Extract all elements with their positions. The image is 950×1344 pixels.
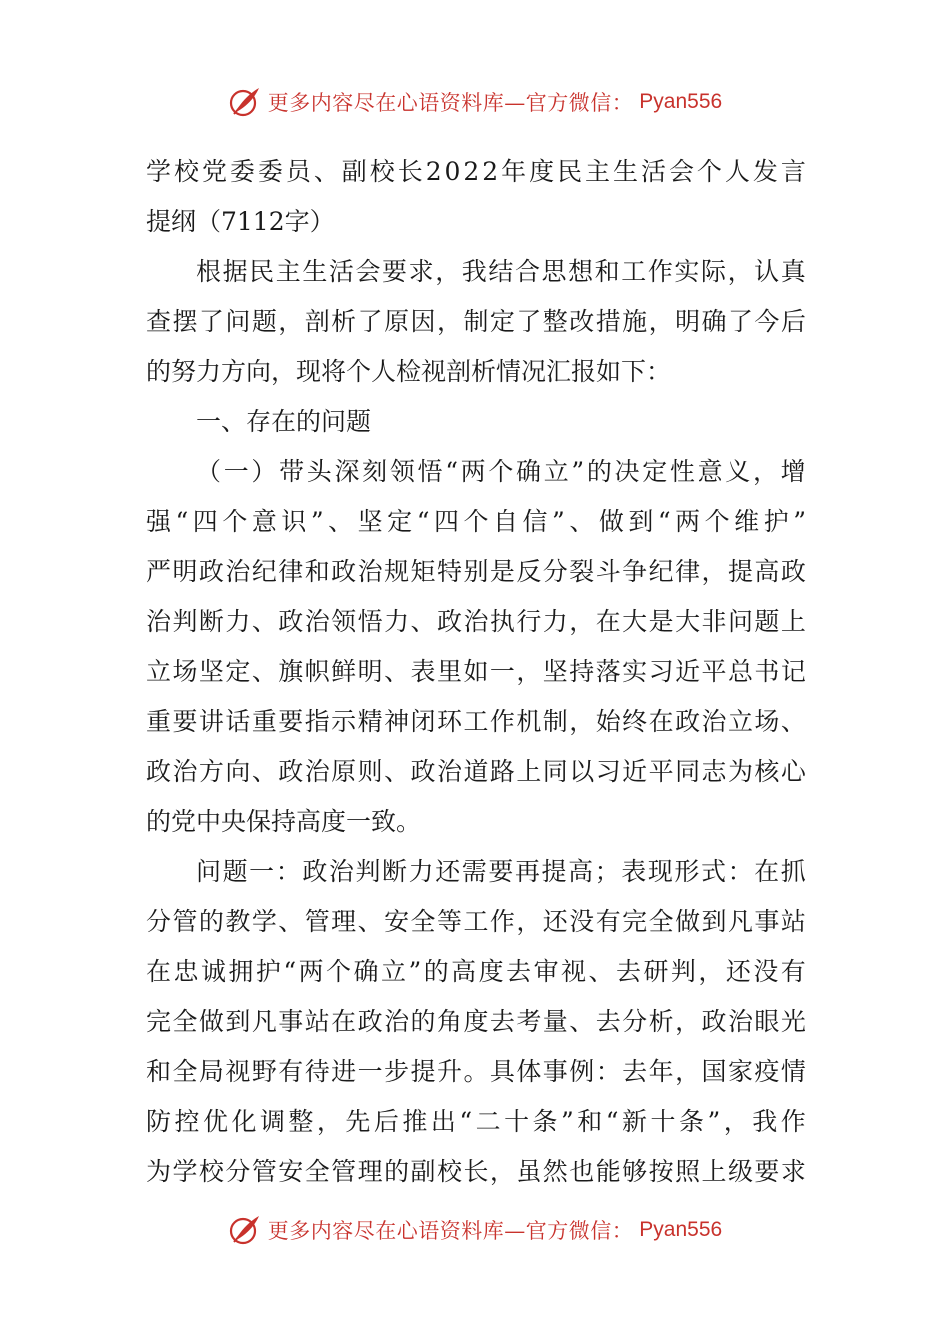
paragraph-line: 在 忠 诚 拥 护 “ 两 个 确 立 ” 的 高 度 去 审 视 、 去 研 判 ， 还 没 有	[146, 957, 806, 986]
section-heading: 一、存在的问题	[196, 407, 372, 436]
paragraph-line: （ 一 ） 带 头 深 刻 领 悟 “ 两 个 确 立 ” 的 决 定 性 意 义 ， 增	[196, 457, 806, 486]
paragraph-line: 和 全 局 视 野 有 待 进 一 步 提 升 。 具 体 事 例 ： 去 年 ， 国 家 疫 情	[146, 1057, 806, 1086]
paragraph-line: 的努力方向，现将个人检视剖析情况汇报如下：	[146, 357, 672, 386]
title-line-2: 提纲（7112字）	[146, 207, 335, 236]
document-body	[146, 147, 806, 1197]
paragraph-line: 查 摆 了 问 题 ， 剖 析 了 原 因 ， 制 定 了 整 改 措 施 ， 明 确 了 今 后	[146, 307, 806, 336]
paragraph-line: 分 管 的 教 学 、 管 理 、 安 全 等 工 作 ， 还 没 有 完 全 做 到 凡 事 站	[146, 907, 806, 936]
quill-pen-logo-icon	[228, 85, 262, 119]
title-line-1: 学 校 党 委 委 员 、 副 校 长 2 0 2 2 年 度 民 主 生 活 会 个 人 发 言	[146, 157, 806, 186]
header-banner-text: 更多内容尽在心语资料库—官方微信：	[267, 91, 634, 115]
paragraph-line: 的党中央保持高度一致。	[146, 807, 422, 836]
paragraph-line: 问 题 一 ： 政 治 判 断 力 还 需 要 再 提 高 ； 表 现 形 式 ： 在 抓	[196, 857, 806, 886]
paragraph-line: 强 “ 四 个 意 识 ” 、 坚 定 “ 四 个 自 信 ” 、 做 到 “ 两 个 维 护 ”	[146, 507, 806, 536]
footer-banner-wechat-id: Pyan556	[639, 1218, 723, 1241]
paragraph-line: 治 判 断 力 、 政 治 领 悟 力 、 政 治 执 行 力 ， 在 大 是 大 非 问 题 上	[146, 607, 806, 636]
paragraph-line: 重 要 讲 话 重 要 指 示 精 神 闭 环 工 作 机 制 ， 始 终 在 政 治 立 场 、	[146, 707, 806, 736]
paragraph-line: 严 明 政 治 纪 律 和 政 治 规 矩 特 别 是 反 分 裂 斗 争 纪 律 ， 提 高 政	[146, 557, 806, 586]
header-banner	[0, 82, 950, 122]
paragraph-line: 防 控 优 化 调 整 ， 先 后 推 出 “ 二 十 条 ” 和 “ 新 十 条 ” ， 我 作	[146, 1107, 806, 1136]
paragraph-line: 立 场 坚 定 、 旗 帜 鲜 明 、 表 里 如 一 ， 坚 持 落 实 习 近 平 总 书 记	[146, 657, 806, 686]
header-banner-wechat-id: Pyan556	[639, 90, 723, 113]
paragraph-line: 根 据 民 主 生 活 会 要 求 ， 我 结 合 思 想 和 工 作 实 际 ， 认 真	[196, 257, 806, 286]
footer-banner-text: 更多内容尽在心语资料库—官方微信：	[267, 1219, 634, 1243]
paragraph-line: 政 治 方 向 、 政 治 原 则 、 政 治 道 路 上 同 以 习 近 平 同 志 为 核 心	[146, 757, 806, 786]
paragraph-line: 为 学 校 分 管 安 全 管 理 的 副 校 长 ， 虽 然 也 能 够 按 照 上 级 要 求	[146, 1157, 806, 1186]
paragraph-line: 完 全 做 到 凡 事 站 在 政 治 的 角 度 去 考 量 、 去 分 析 ， 政 治 眼 光	[146, 1007, 806, 1036]
quill-pen-logo-icon	[228, 1213, 262, 1247]
footer-banner	[0, 1210, 950, 1250]
